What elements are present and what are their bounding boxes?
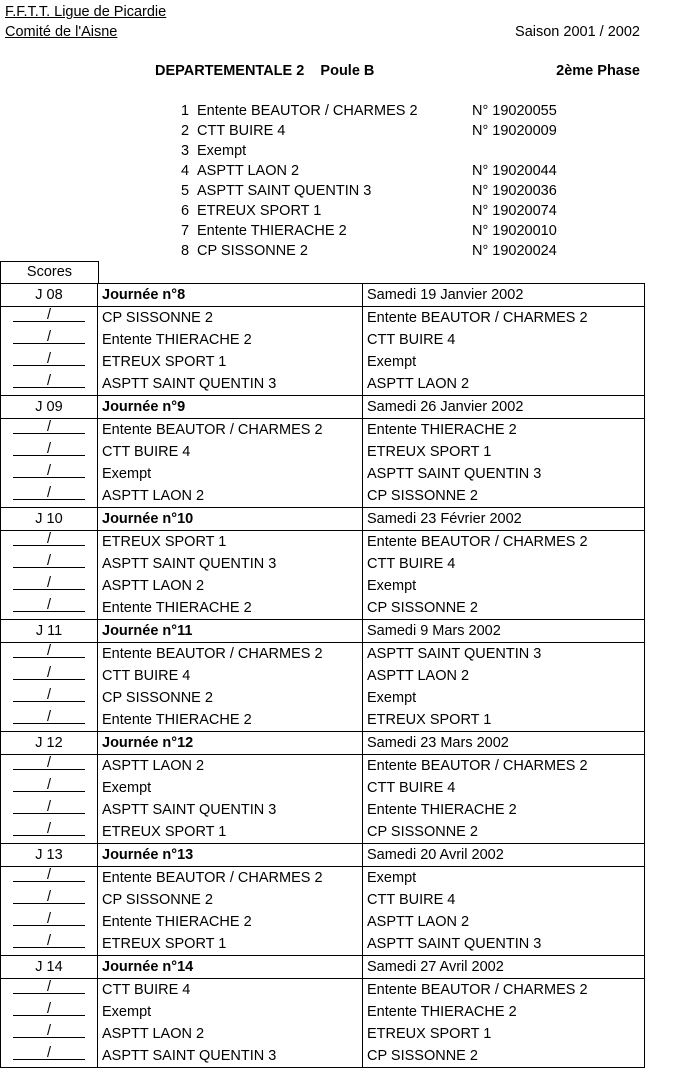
match-row	[1, 553, 645, 575]
away-team: CP SISSONNE 2	[363, 821, 645, 844]
score-blank[interactable]: /	[13, 1001, 85, 1016]
team-name: CP SISSONNE 2	[197, 243, 308, 259]
score-cell	[1, 485, 98, 508]
match-row	[1, 1023, 645, 1045]
match-row	[1, 911, 645, 933]
score-cell	[1, 643, 98, 666]
team-name: Entente THIERACHE 2	[197, 223, 347, 239]
score-blank[interactable]: /	[13, 1023, 85, 1038]
score-cell	[1, 709, 98, 732]
team-id: N° 19020074	[472, 203, 557, 219]
team-id: N° 19020010	[472, 223, 557, 239]
score-cell	[1, 463, 98, 485]
round-code: J 10	[1, 508, 98, 531]
round-date: Samedi 9 Mars 2002	[363, 620, 645, 643]
match-row	[1, 441, 645, 463]
score-cell	[1, 329, 98, 351]
match-row	[1, 575, 645, 597]
team-id: N° 19020009	[472, 123, 557, 139]
away-team: Entente BEAUTOR / CHARMES 2	[363, 531, 645, 554]
home-team: ASPTT SAINT QUENTIN 3	[98, 553, 363, 575]
committee-name: Comité de l'Aisne	[5, 24, 118, 40]
score-blank[interactable]: /	[13, 485, 85, 500]
team-number: 6	[181, 203, 190, 219]
score-cell	[1, 441, 98, 463]
match-row	[1, 643, 645, 666]
home-team: ASPTT SAINT QUENTIN 3	[98, 1045, 363, 1068]
round-header-row	[1, 508, 645, 531]
away-team: Exempt	[363, 351, 645, 373]
round-code: J 14	[1, 956, 98, 979]
score-blank[interactable]: /	[13, 441, 85, 456]
round-code: J 13	[1, 844, 98, 867]
home-team: ASPTT LAON 2	[98, 755, 363, 778]
scores-header: Scores	[0, 261, 99, 283]
away-team: CTT BUIRE 4	[363, 553, 645, 575]
round-title: Journée n°10	[98, 508, 363, 531]
away-team: CP SISSONNE 2	[363, 485, 645, 508]
score-cell	[1, 307, 98, 330]
team-number: 7	[181, 223, 190, 239]
home-team: CP SISSONNE 2	[98, 687, 363, 709]
score-cell	[1, 799, 98, 821]
score-cell	[1, 821, 98, 844]
home-team: ASPTT SAINT QUENTIN 3	[98, 799, 363, 821]
away-team: Entente BEAUTOR / CHARMES 2	[363, 755, 645, 778]
round-code: J 11	[1, 620, 98, 643]
match-row	[1, 933, 645, 956]
home-team: Exempt	[98, 463, 363, 485]
team-id: N° 19020055	[472, 103, 557, 119]
team-number: 8	[181, 243, 190, 259]
score-cell	[1, 351, 98, 373]
home-team: Entente THIERACHE 2	[98, 911, 363, 933]
score-blank[interactable]: /	[13, 351, 85, 366]
away-team: ASPTT LAON 2	[363, 911, 645, 933]
score-cell	[1, 373, 98, 396]
score-cell	[1, 1001, 98, 1023]
match-row	[1, 351, 645, 373]
score-cell	[1, 1045, 98, 1068]
score-cell	[1, 889, 98, 911]
home-team: Entente BEAUTOR / CHARMES 2	[98, 419, 363, 442]
match-row	[1, 821, 645, 844]
round-date: Samedi 19 Janvier 2002	[363, 284, 645, 307]
round-code: J 08	[1, 284, 98, 307]
away-team: CTT BUIRE 4	[363, 777, 645, 799]
away-team: Entente BEAUTOR / CHARMES 2	[363, 307, 645, 330]
round-header-row	[1, 956, 645, 979]
score-blank[interactable]: /	[13, 531, 85, 546]
score-blank[interactable]: /	[13, 463, 85, 478]
match-row	[1, 419, 645, 442]
match-row	[1, 867, 645, 890]
team-number: 5	[181, 183, 190, 199]
away-team: Entente BEAUTOR / CHARMES 2	[363, 979, 645, 1002]
score-cell	[1, 553, 98, 575]
match-row	[1, 1045, 645, 1068]
home-team: Exempt	[98, 777, 363, 799]
score-blank[interactable]: /	[13, 979, 85, 994]
away-team: CP SISSONNE 2	[363, 597, 645, 620]
home-team: Entente THIERACHE 2	[98, 709, 363, 732]
away-team: CP SISSONNE 2	[363, 1045, 645, 1068]
score-blank[interactable]: /	[13, 329, 85, 344]
team-name: ASPTT SAINT QUENTIN 3	[197, 183, 372, 199]
home-team: Entente THIERACHE 2	[98, 597, 363, 620]
score-blank[interactable]: /	[13, 777, 85, 792]
away-team: Exempt	[363, 575, 645, 597]
home-team: ASPTT LAON 2	[98, 485, 363, 508]
season-label: Saison 2001 / 2002	[515, 24, 640, 40]
round-header-row	[1, 844, 645, 867]
team-name: ASPTT LAON 2	[197, 163, 300, 179]
score-blank[interactable]: /	[13, 821, 85, 836]
match-row	[1, 531, 645, 554]
round-header-row	[1, 732, 645, 755]
away-team: ASPTT SAINT QUENTIN 3	[363, 933, 645, 956]
round-title: Journée n°14	[98, 956, 363, 979]
home-team: CP SISSONNE 2	[98, 307, 363, 330]
round-title: Journée n°12	[98, 732, 363, 755]
score-blank[interactable]: /	[13, 419, 85, 434]
score-blank[interactable]: /	[13, 709, 85, 724]
match-row	[1, 777, 645, 799]
score-cell	[1, 597, 98, 620]
score-cell	[1, 419, 98, 442]
home-team: CTT BUIRE 4	[98, 441, 363, 463]
home-team: Entente BEAUTOR / CHARMES 2	[98, 643, 363, 666]
team-name: Exempt	[197, 143, 247, 159]
round-title: Journée n°11	[98, 620, 363, 643]
team-number: 2	[181, 123, 190, 139]
round-date: Samedi 23 Mars 2002	[363, 732, 645, 755]
away-team: ETREUX SPORT 1	[363, 441, 645, 463]
match-row	[1, 799, 645, 821]
team-id: N° 19020036	[472, 183, 557, 199]
home-team: ETREUX SPORT 1	[98, 821, 363, 844]
score-cell	[1, 687, 98, 709]
score-blank[interactable]: /	[13, 575, 85, 590]
match-row	[1, 1001, 645, 1023]
score-blank[interactable]: /	[13, 643, 85, 658]
round-header-row	[1, 620, 645, 643]
score-cell	[1, 575, 98, 597]
score-blank[interactable]: /	[13, 307, 85, 322]
away-team: ASPTT LAON 2	[363, 373, 645, 396]
score-cell	[1, 665, 98, 687]
away-team: CTT BUIRE 4	[363, 889, 645, 911]
home-team: CTT BUIRE 4	[98, 665, 363, 687]
away-team: ASPTT LAON 2	[363, 665, 645, 687]
match-row	[1, 979, 645, 1002]
score-cell	[1, 777, 98, 799]
away-team: Exempt	[363, 867, 645, 890]
round-title: Journée n°9	[98, 396, 363, 419]
home-team: CP SISSONNE 2	[98, 889, 363, 911]
score-cell	[1, 911, 98, 933]
round-date: Samedi 26 Janvier 2002	[363, 396, 645, 419]
away-team: Entente THIERACHE 2	[363, 419, 645, 442]
score-blank[interactable]: /	[13, 665, 85, 680]
match-row	[1, 889, 645, 911]
team-number: 3	[181, 143, 190, 159]
score-blank[interactable]: /	[13, 911, 85, 926]
match-row	[1, 373, 645, 396]
home-team: ETREUX SPORT 1	[98, 351, 363, 373]
away-team: Entente THIERACHE 2	[363, 1001, 645, 1023]
home-team: ETREUX SPORT 1	[98, 531, 363, 554]
match-row	[1, 687, 645, 709]
score-blank[interactable]: /	[13, 373, 85, 388]
team-number: 4	[181, 163, 190, 179]
team-id: N° 19020024	[472, 243, 557, 259]
home-team: CTT BUIRE 4	[98, 979, 363, 1002]
round-date: Samedi 23 Février 2002	[363, 508, 645, 531]
score-blank[interactable]: /	[13, 687, 85, 702]
score-blank[interactable]: /	[13, 933, 85, 948]
score-blank[interactable]: /	[13, 867, 85, 882]
score-blank[interactable]: /	[13, 597, 85, 612]
score-cell	[1, 933, 98, 956]
away-team: CTT BUIRE 4	[363, 329, 645, 351]
score-cell	[1, 755, 98, 778]
score-cell	[1, 979, 98, 1002]
away-team: ASPTT SAINT QUENTIN 3	[363, 643, 645, 666]
round-header-row	[1, 284, 645, 307]
match-row	[1, 755, 645, 778]
score-blank[interactable]: /	[13, 755, 85, 770]
match-row	[1, 485, 645, 508]
match-row	[1, 463, 645, 485]
score-blank[interactable]: /	[13, 799, 85, 814]
away-team: ASPTT SAINT QUENTIN 3	[363, 463, 645, 485]
round-title: Journée n°13	[98, 844, 363, 867]
away-team: Exempt	[363, 687, 645, 709]
phase-label: 2ème Phase	[556, 63, 640, 79]
match-row	[1, 597, 645, 620]
score-blank[interactable]: /	[13, 889, 85, 904]
team-name: ETREUX SPORT 1	[197, 203, 322, 219]
round-title: Journée n°8	[98, 284, 363, 307]
away-team: ETREUX SPORT 1	[363, 1023, 645, 1045]
home-team: Entente BEAUTOR / CHARMES 2	[98, 867, 363, 890]
score-cell	[1, 1023, 98, 1045]
home-team: Exempt	[98, 1001, 363, 1023]
team-number: 1	[181, 103, 190, 119]
score-blank[interactable]: /	[13, 1045, 85, 1060]
division-title: DEPARTEMENTALE 2 Poule B	[155, 63, 375, 79]
round-header-row	[1, 396, 645, 419]
home-team: Entente THIERACHE 2	[98, 329, 363, 351]
match-row	[1, 329, 645, 351]
away-team: Entente THIERACHE 2	[363, 799, 645, 821]
schedule-table	[0, 283, 645, 1068]
home-team: ASPTT LAON 2	[98, 575, 363, 597]
match-row	[1, 665, 645, 687]
match-row	[1, 307, 645, 330]
home-team: ETREUX SPORT 1	[98, 933, 363, 956]
round-code: J 12	[1, 732, 98, 755]
round-date: Samedi 27 Avril 2002	[363, 956, 645, 979]
round-date: Samedi 20 Avril 2002	[363, 844, 645, 867]
score-blank[interactable]: /	[13, 553, 85, 568]
home-team: ASPTT LAON 2	[98, 1023, 363, 1045]
score-cell	[1, 867, 98, 890]
score-cell	[1, 531, 98, 554]
team-name: CTT BUIRE 4	[197, 123, 286, 139]
team-id: N° 19020044	[472, 163, 557, 179]
home-team: ASPTT SAINT QUENTIN 3	[98, 373, 363, 396]
org-name: F.F.T.T. Ligue de Picardie	[5, 4, 167, 20]
away-team: ETREUX SPORT 1	[363, 709, 645, 732]
team-name: Entente BEAUTOR / CHARMES 2	[197, 103, 418, 119]
match-row	[1, 709, 645, 732]
round-code: J 09	[1, 396, 98, 419]
